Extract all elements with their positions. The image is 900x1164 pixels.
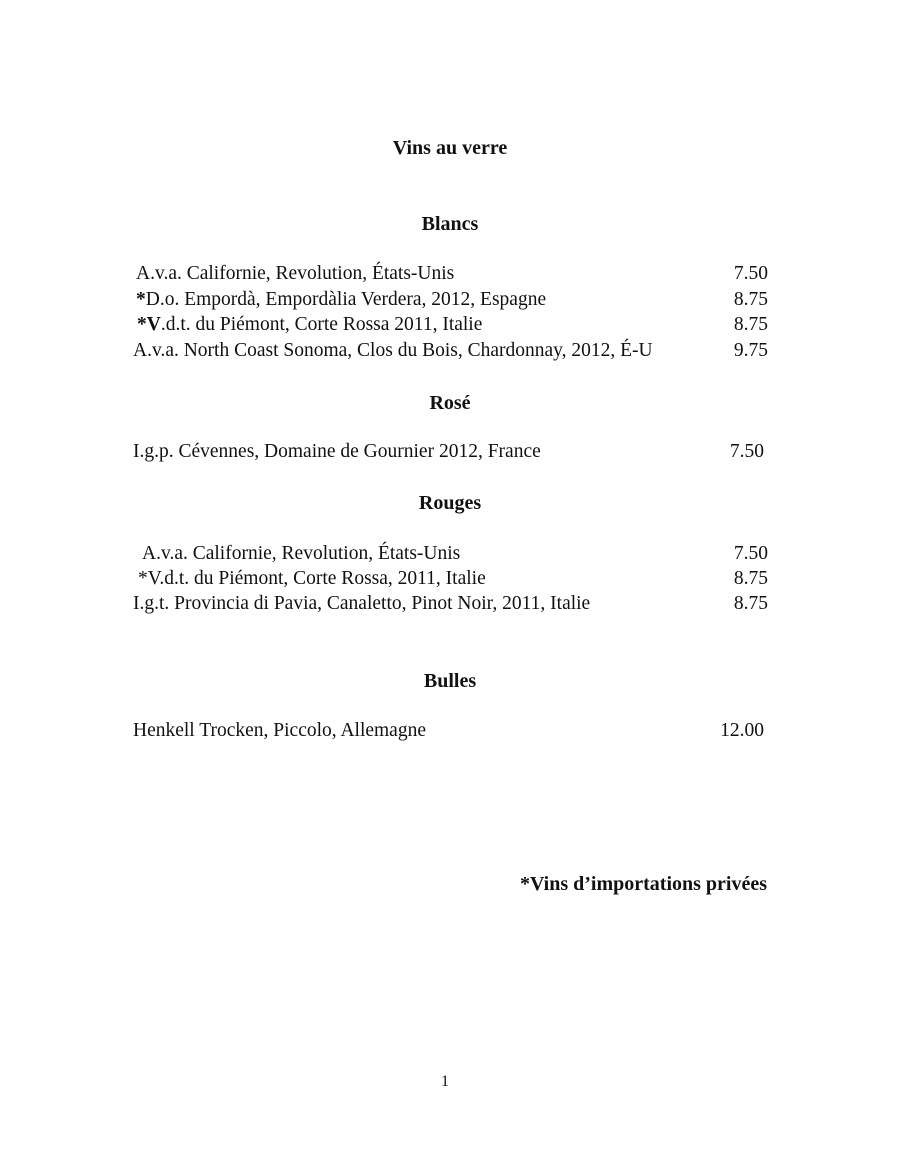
wine-row (142, 542, 768, 566)
wine-price: 8.75 (733, 568, 768, 589)
wine-row (137, 313, 768, 337)
wine-row (133, 339, 768, 363)
wine-name: A.v.a. Californie, Revolution, États-Unis (142, 543, 461, 564)
private-import-marker: *V (137, 314, 161, 335)
wine-name: A.v.a. North Coast Sonoma, Clos du Bois, Chardonnay, 2012, É-U (133, 340, 653, 361)
wine-name: I.g.p. Cévennes, Domaine de Gournier 2012, France (133, 441, 541, 462)
wine-name: I.g.t. Provincia di Pavia, Canaletto, Pinot Noir, 2011, Italie (133, 593, 591, 614)
wine-price: 7.50 (729, 441, 764, 462)
wine-price: 12.00 (720, 720, 764, 741)
wine-price: 9.75 (733, 340, 768, 361)
wine-row (133, 440, 764, 464)
wine-row (136, 262, 768, 286)
page-number: 1 (441, 1073, 449, 1090)
wine-row (136, 288, 768, 312)
wine-price: 8.75 (733, 593, 768, 614)
section-heading-rouges: Rouges (418, 492, 482, 514)
wine-name: Henkell Trocken, Piccolo, Allemagne (133, 720, 426, 741)
wine-price: 8.75 (733, 289, 768, 310)
wine-row (133, 719, 764, 743)
wine-price: 7.50 (733, 543, 768, 564)
page-title: Vins au verre (392, 137, 508, 159)
section-heading-bulles: Bulles (423, 670, 477, 692)
wine-name: A.v.a. Californie, Revolution, États-Unis (136, 263, 455, 284)
wine-row (138, 567, 768, 591)
wine-name: *V.d.t. du Piémont, Corte Rossa, 2011, Italie (138, 568, 486, 589)
section-heading-blancs: Blancs (421, 213, 479, 235)
wine-price: 7.50 (733, 263, 768, 284)
private-import-footnote: *Vins d’importations privées (519, 873, 767, 895)
wine-row (133, 592, 768, 616)
private-import-marker: * (136, 289, 146, 310)
wine-name: D.o. Empordà, Empordàlia Verdera, 2012, Espagne (145, 289, 547, 310)
wine-price: 8.75 (733, 314, 768, 335)
wine-name: .d.t. du Piémont, Corte Rossa 2011, Italie (160, 314, 483, 335)
section-heading-rose: Rosé (429, 392, 471, 414)
